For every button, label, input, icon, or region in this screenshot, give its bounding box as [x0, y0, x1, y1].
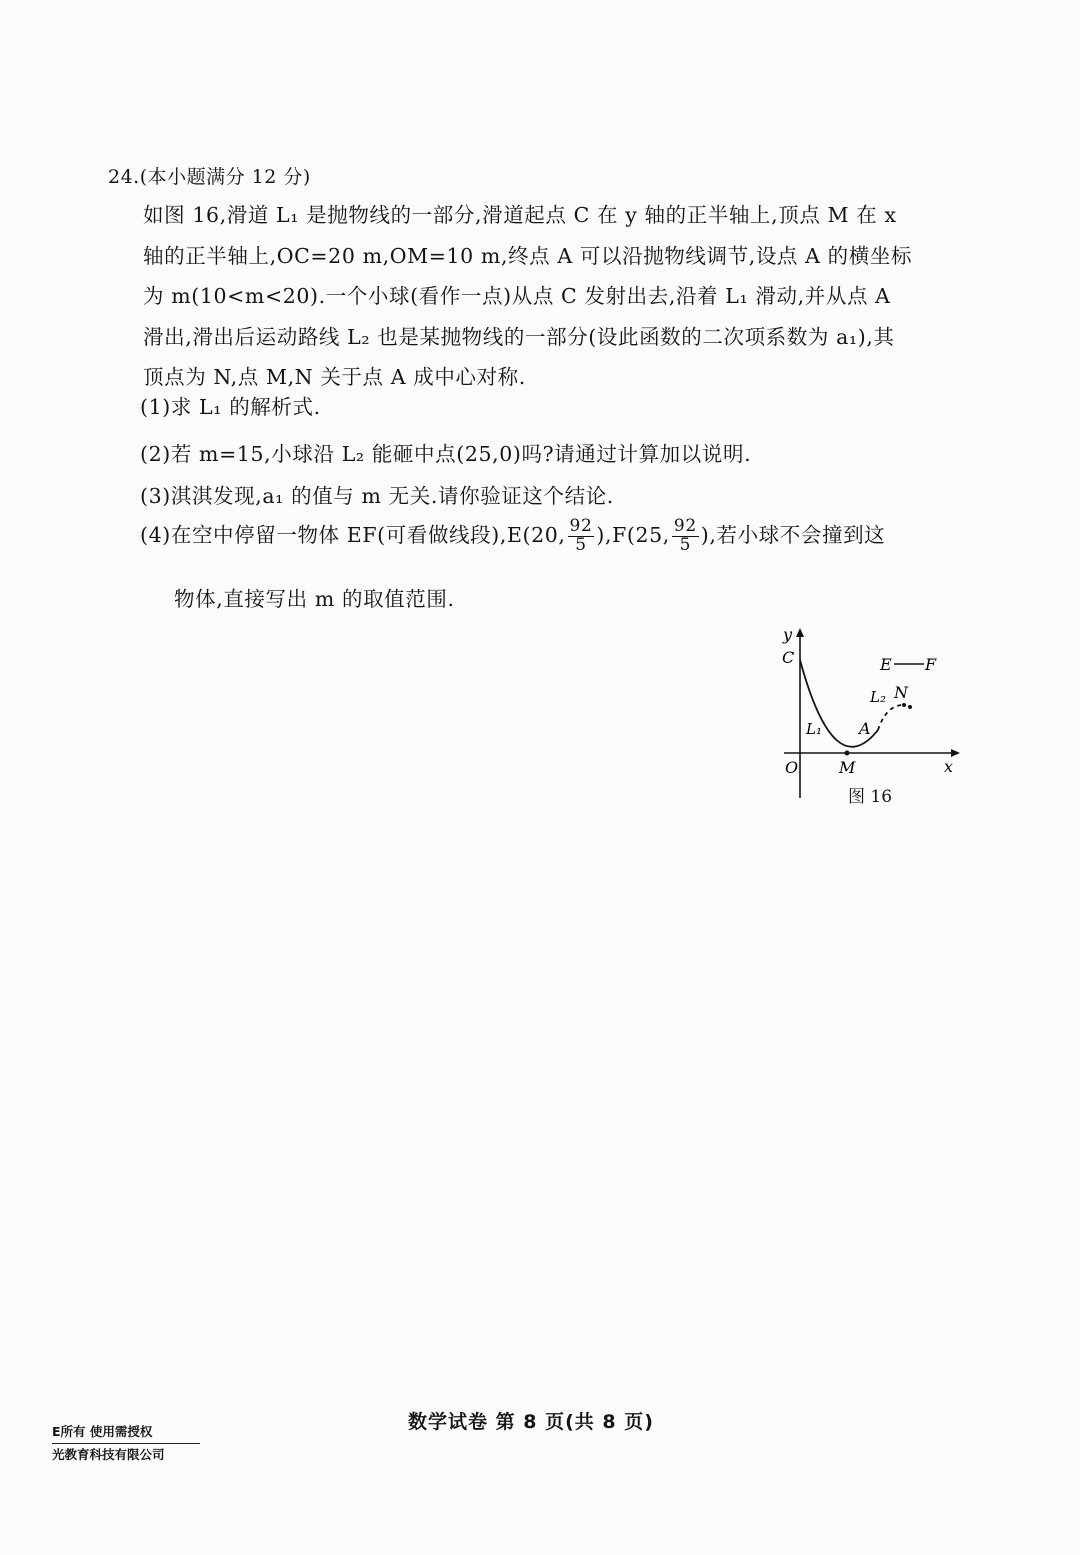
point-m	[845, 751, 850, 756]
stem-line-4: 滑出,滑出后运动路线 L₂ 也是某抛物线的一部分(设此函数的二次项系数为 a₁),其	[143, 324, 895, 349]
stem-line-2: 轴的正半轴上,OC=20 m,OM=10 m,终点 A 可以沿抛物线调节,设点 A 的横坐标	[143, 243, 913, 268]
label-a: A	[859, 719, 871, 738]
point-n	[902, 703, 906, 707]
sub-question-2: (2)若 m=15,小球沿 L₂ 能砸中点(25,0)吗?请通过计算加以说明.	[140, 442, 752, 466]
question-stem	[143, 195, 963, 398]
sub-question-4-continuation: 物体,直接写出 m 的取值范围.	[174, 587, 455, 611]
label-l2: L₂	[870, 688, 886, 706]
label-l1: L₁	[806, 720, 822, 738]
label-x: x	[944, 757, 954, 776]
point-n-tail	[908, 705, 912, 709]
item4-prefix: (4)在空中停留一物体 EF(可看做线段),E(20,	[140, 523, 566, 547]
fraction-e-denominator: 5	[575, 535, 587, 555]
figure-caption: 图 16	[848, 787, 893, 807]
x-axis-arrow-icon	[951, 749, 960, 757]
y-axis-arrow-icon	[796, 628, 804, 637]
label-m: M	[839, 758, 856, 777]
copyright-notice	[52, 1421, 200, 1466]
item4-middle: ),F(25,	[596, 523, 670, 547]
sub-question-3: (3)淇淇发现,a₁ 的值与 m 无关.请你验证这个结论.	[140, 484, 614, 508]
fraction-e-y	[568, 518, 595, 555]
label-n: N	[894, 683, 908, 702]
fraction-f-y	[672, 518, 699, 555]
stem-line-3: 为 m(10<m<20).一个小球(看作一点)从点 C 发射出去,沿着 L₁ 滑动,并从点 A	[143, 284, 891, 309]
label-c: C	[782, 648, 795, 667]
curve-l2	[878, 705, 902, 730]
page-footer: 数学试卷 第 8 页(共 8 页)	[408, 1411, 654, 1433]
item4-suffix: ),若小球不会撞到这	[700, 523, 886, 547]
copyright-divider	[52, 1443, 200, 1444]
sub-question-4	[140, 518, 885, 555]
sub-question-1: (1)求 L₁ 的解析式.	[140, 395, 321, 419]
fraction-e-numerator: 92	[569, 516, 593, 537]
fraction-f-numerator: 92	[673, 516, 697, 537]
label-f: F	[925, 655, 937, 674]
question-header: 24.(本小题满分 12 分)	[108, 166, 311, 188]
fraction-f-denominator: 5	[679, 535, 692, 555]
label-y: y	[783, 625, 793, 644]
copyright-line-2: 光教育科技有限公司	[52, 1447, 165, 1462]
stem-line-5: 顶点为 N,点 M,N 关于点 A 成中心对称.	[143, 365, 526, 390]
copyright-line-1: E所有 使用需授权	[52, 1424, 153, 1439]
label-o: O	[785, 758, 799, 777]
label-e: E	[880, 655, 892, 674]
stem-line-1: 如图 16,滑道 L₁ 是抛物线的一部分,滑道起点 C 在 y 轴的正半轴上,顶点 M 在 x	[143, 203, 897, 227]
